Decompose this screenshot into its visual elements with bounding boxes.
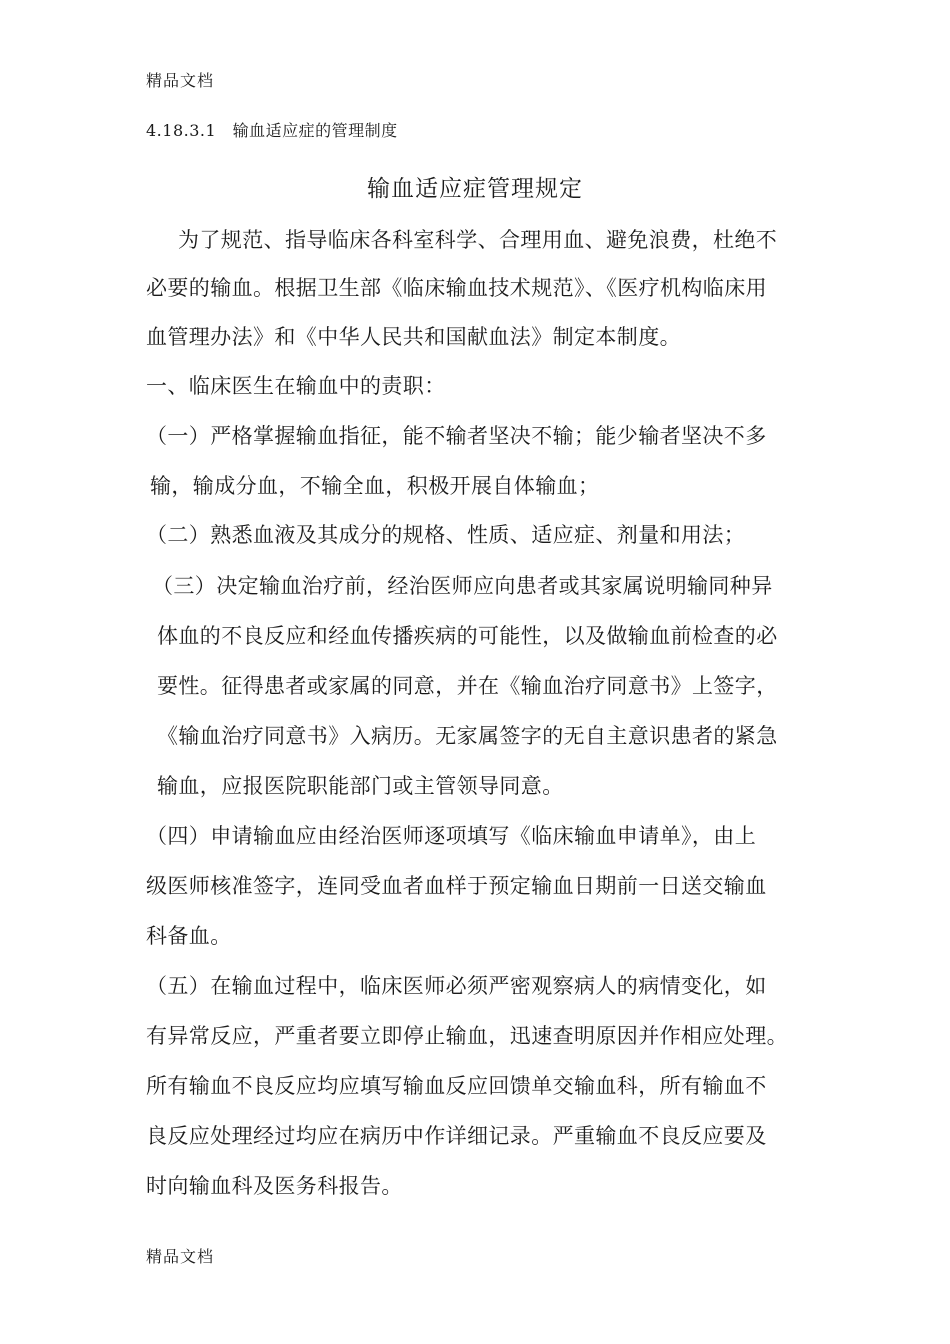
body-line: （一）严格掌握输血指征，能不输者坚决不输；能少输者坚决不多 [146,424,767,448]
section-heading: 一、临床医生在输血中的责职： [146,374,446,398]
header-watermark-text: 精品文档 [146,71,215,90]
body-line: 有异常反应，严重者要立即停止输血，迅速查明原因并作相应处理。 [146,1024,788,1048]
section-reference: 4.18.3.1 输血适应症的管理制度 [146,121,398,140]
body-line: 血管理办法》和《中华人民共和国献血法》制定本制度。 [146,325,681,349]
body-line: 时向输血科及医务科报告。 [146,1174,403,1198]
body-line: 体血的不良反应和经血传播疾病的可能性，以及做输血前检查的必 [157,624,778,648]
body-line: （三）决定输血治疗前，经治医师应向患者或其家属说明输同种异 [152,574,773,598]
body-line: 要性。征得患者或家属的同意，并在《输血治疗同意书》上签字， [157,674,778,698]
document-title: 输血适应症管理规定 [367,176,583,202]
body-line: 《输血治疗同意书》入病历。无家属签字的无自主意识患者的紧急 [157,724,778,748]
body-line: 必要的输血。根据卫生部《临床输血技术规范》、《医疗机构临床用 [146,276,767,300]
body-line: 为了规范、指导临床各科室科学、合理用血、避免浪费，杜绝不 [178,228,778,252]
body-line: 输，输成分血，不输全血，积极开展自体输血； [150,474,600,498]
body-line: 输血，应报医院职能部门或主管领导同意。 [157,774,564,798]
body-line: 良反应处理经过均应在病历中作详细记录。严重输血不良反应要及 [146,1124,767,1148]
body-line: 级医师核准签字，连同受血者血样于预定输血日期前一日送交输血 [146,874,767,898]
body-line: （五）在输血过程中，临床医师必须严密观察病人的病情变化，如 [146,974,767,998]
body-line: （二）熟悉血液及其成分的规格、性质、适应症、剂量和用法； [146,523,746,547]
body-line: 科备血。 [146,924,232,948]
body-line: 所有输血不良反应均应填写输血反应回馈单交输血科，所有输血不 [146,1074,767,1098]
body-line: （四）申请输血应由经治医师逐项填写《临床输血申请单》，由上 [146,824,757,848]
footer-watermark-text: 精品文档 [146,1247,215,1266]
